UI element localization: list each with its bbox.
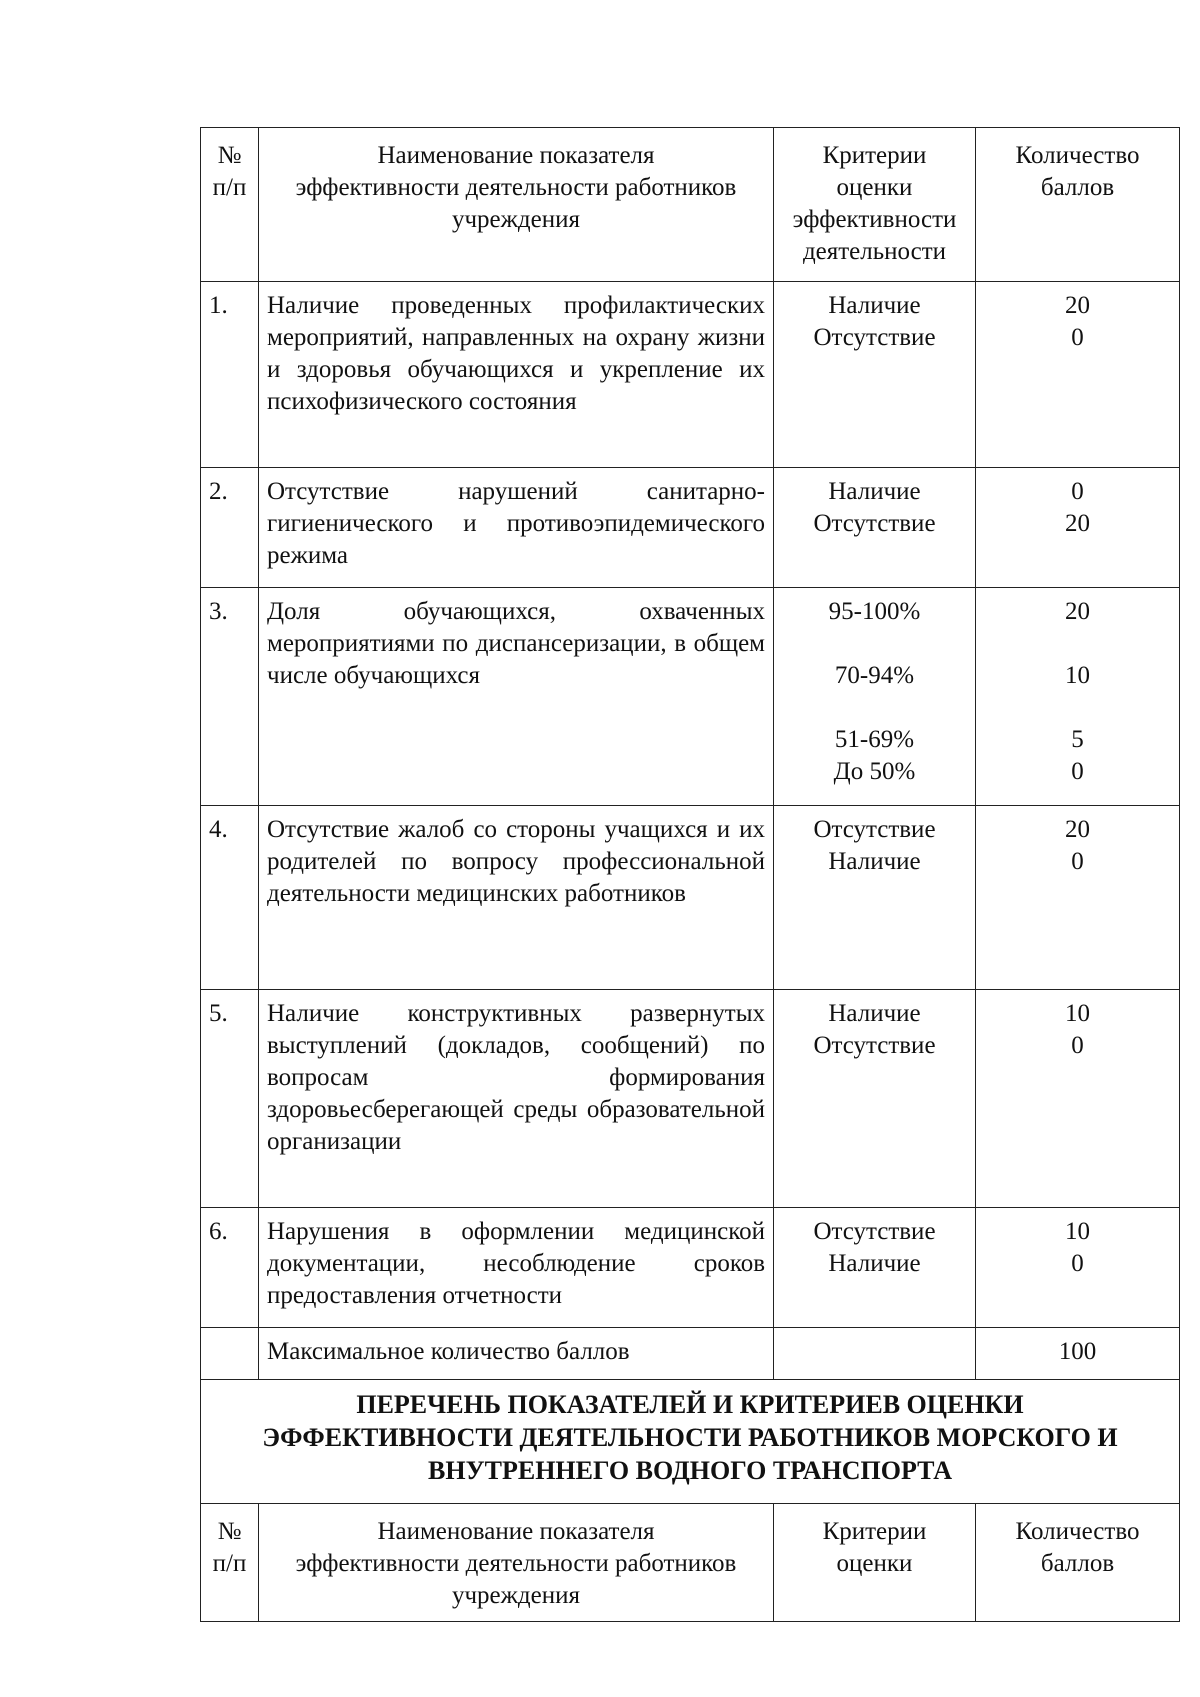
total-label: Максимальное количество баллов: [259, 1328, 774, 1380]
indicator-text: Наличие конструктивных развернутых выступлений (докладов, сообщений) по вопросам формирования здоровьесберегающей среды образовательной организации: [259, 990, 774, 1208]
table-row: [201, 588, 1180, 806]
indicator-text: Нарушения в оформлении медицинской документации, несоблюдение сроков предоставления отчетности: [259, 1208, 774, 1328]
header-points: Количество баллов: [976, 128, 1180, 282]
points-cell: 20 10 5 0: [976, 588, 1180, 806]
table-header-row: [201, 128, 1180, 282]
row-number: 6.: [201, 1208, 259, 1328]
points-cell: 10 0: [976, 990, 1180, 1208]
indicator-text: Отсутствие нарушений санитарно-гигиенического и противоэпидемического режима: [259, 468, 774, 588]
table-row: [201, 990, 1180, 1208]
table2-header-row: [201, 1504, 1180, 1622]
criteria-cell: Отсутствие Наличие: [774, 806, 976, 990]
points-cell: 20 0: [976, 282, 1180, 468]
criteria-cell: Наличие Отсутствие: [774, 468, 976, 588]
row-number: 1.: [201, 282, 259, 468]
table-row: [201, 468, 1180, 588]
table-row: [201, 806, 1180, 990]
points-cell: 0 20: [976, 468, 1180, 588]
row-number: 3.: [201, 588, 259, 806]
criteria-cell: 95-100% 70-94% 51-69% До 50%: [774, 588, 976, 806]
total-row: [201, 1328, 1180, 1380]
section-heading: ПЕРЕЧЕНЬ ПОКАЗАТЕЛЕЙ И КРИТЕРИЕВ ОЦЕНКИ ЭФФЕКТИВНОСТИ ДЕЯТЕЛЬНОСТИ РАБОТНИКОВ МОРСКОГО И ВНУТРЕННЕГО ВОДНОГО ТРАНСПОРТА: [201, 1380, 1180, 1504]
header-points: Количество баллов: [976, 1504, 1180, 1622]
indicator-text: Отсутствие жалоб со стороны учащихся и их родителей по вопросу профессиональной деятельности медицинских работников: [259, 806, 774, 990]
total-value: 100: [976, 1328, 1180, 1380]
header-indicator: Наименование показателя эффективности деятельности работников учреждения: [259, 128, 774, 282]
indicator-text: Доля обучающихся, охваченных мероприятиями по диспансеризации, в общем числе обучающихся: [259, 588, 774, 806]
header-criteria: Критерии оценки эффективности деятельности: [774, 128, 976, 282]
criteria-table: [200, 127, 1180, 1622]
criteria-cell: Наличие Отсутствие: [774, 282, 976, 468]
header-criteria: Критерии оценки: [774, 1504, 976, 1622]
points-cell: 20 0: [976, 806, 1180, 990]
header-indicator: Наименование показателя эффективности деятельности работников учреждения: [259, 1504, 774, 1622]
indicator-text: Наличие проведенных профилактических мероприятий, направленных на охрану жизни и здоровья обучающихся и укрепление их психофизического состояния: [259, 282, 774, 468]
row-number: 2.: [201, 468, 259, 588]
criteria-cell: Наличие Отсутствие: [774, 990, 976, 1208]
criteria-cell: Отсутствие Наличие: [774, 1208, 976, 1328]
row-number: 4.: [201, 806, 259, 990]
table-row: [201, 282, 1180, 468]
header-num: № п/п: [201, 128, 259, 282]
points-cell: 10 0: [976, 1208, 1180, 1328]
section-heading-row: [201, 1380, 1180, 1504]
table-row: [201, 1208, 1180, 1328]
row-number: 5.: [201, 990, 259, 1208]
header-num: № п/п: [201, 1504, 259, 1622]
